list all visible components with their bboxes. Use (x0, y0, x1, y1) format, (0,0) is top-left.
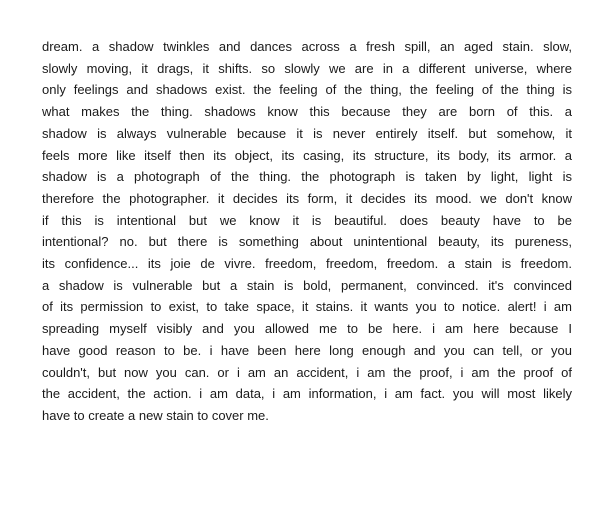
text-line: what makes the thing. shadows know this because they are born of this. a (42, 104, 572, 120)
text-line: its confidence... its joie de vivre. freedom, freedom, freedom. a stain is freedom. (42, 256, 572, 272)
text-line: the accident, the action. i am data, i am information, i am fact. you will most likely (42, 386, 572, 402)
text-line: slowly moving, it drags, it shifts. so slowly we are in a different universe, where (42, 60, 572, 76)
text-line: have good reason to be. i have been here long enough and you can tell, or you (42, 342, 572, 358)
text-line: only feelings and shadows exist. the feeling of the thing, the feeling of the thing is (42, 82, 572, 98)
text-line: feels more like itself then its object, its casing, its structure, its body, its armor. a (42, 147, 572, 163)
body-paragraph (42, 36, 572, 427)
text-line: shadow is a photograph of the thing. the photograph is taken by light, light is (42, 169, 572, 185)
text-line: dream. a shadow twinkles and dances across a fresh spill, an aged stain. slow, (42, 39, 572, 54)
text-line: spreading myself visibly and you allowed me to be here. i am here because I (42, 321, 572, 337)
text-line: of its permission to exist, to take space, it stains. it wants you to notice. alert! i am (42, 299, 572, 315)
text-line: therefore the photographer. it decides its form, it decides its mood. we don't know (42, 190, 572, 206)
text-line-last: have to create a new stain to cover me. (42, 407, 269, 423)
text-line: shadow is always vulnerable because it is never entirely itself. but somehow, it (42, 125, 572, 141)
text-line: if this is intentional but we know it is beautiful. does beauty have to be (42, 212, 572, 228)
text-line: a shadow is vulnerable but a stain is bold, permanent, convinced. it's convinced (42, 277, 572, 293)
text-line: intentional? no. but there is something about unintentional beauty, its pureness, (42, 234, 572, 250)
text-line: couldn't, but now you can. or i am an accident, i am the proof, i am the proof of (42, 364, 572, 380)
